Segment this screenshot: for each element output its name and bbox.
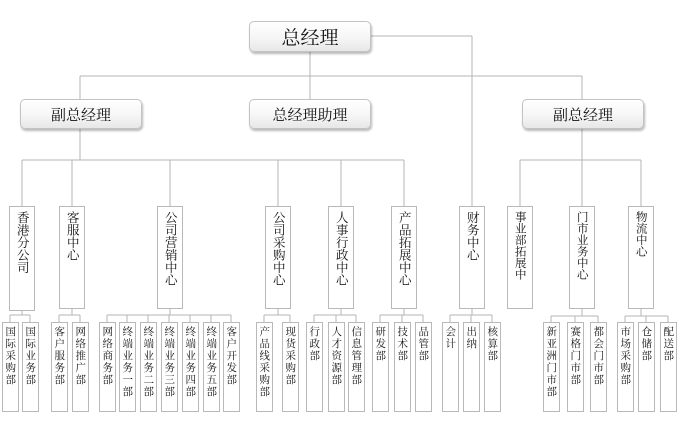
center-box-6 [391, 206, 417, 309]
department-label: 网络商务部 [101, 326, 114, 386]
department-box-8 [161, 322, 178, 412]
department-label: 产品线采购部 [258, 326, 271, 398]
department-label: 终端业务一部 [121, 326, 134, 398]
center-label: 公司采购中心 [271, 211, 287, 286]
department-box-12 [256, 322, 273, 412]
center-box-4 [265, 206, 291, 309]
department-label: 赛格门市部 [569, 326, 582, 386]
center-label: 产品拓展中心 [397, 211, 413, 286]
department-label: 客户服务部 [53, 326, 66, 386]
department-box-9 [182, 322, 199, 412]
center-label: 公司营销中心 [163, 211, 179, 286]
department-box-11 [223, 322, 240, 412]
center-label: 事业部拓展中 [513, 211, 528, 280]
center-label: 香港分公司 [15, 211, 31, 274]
department-box-2 [22, 322, 39, 412]
center-box-5 [328, 206, 354, 309]
center-box-2 [59, 206, 85, 309]
department-box-5 [99, 322, 116, 412]
department-label: 信息管理部 [350, 326, 363, 386]
general-manager-label: 总经理 [281, 27, 339, 49]
center-label: 客服中心 [65, 211, 81, 261]
department-box-28 [660, 322, 677, 412]
department-label: 市场采购部 [619, 326, 632, 386]
department-label: 配送部 [662, 326, 675, 362]
department-label: 都会门市部 [592, 326, 605, 386]
department-box-20 [442, 322, 459, 412]
center-box-10 [628, 206, 654, 309]
department-label: 终端业务五部 [205, 326, 218, 398]
vice-general-manager-left-box [20, 99, 142, 129]
department-label: 国际业务部 [24, 326, 37, 386]
department-box-18 [394, 322, 411, 412]
department-box-22 [484, 322, 501, 412]
department-box-19 [415, 322, 432, 412]
center-label: 门市业务中心 [575, 211, 590, 280]
center-box-7 [459, 206, 485, 309]
department-box-17 [372, 322, 389, 412]
center-box-9 [569, 206, 595, 309]
department-label: 研发部 [374, 326, 387, 362]
assistant-general-manager-box [249, 99, 371, 129]
center-label: 人事行政中心 [334, 211, 350, 286]
department-label: 客户开发部 [225, 326, 238, 386]
department-box-3 [51, 322, 68, 412]
department-box-25 [590, 322, 607, 412]
department-box-4 [72, 322, 89, 412]
department-box-21 [463, 322, 480, 412]
department-label: 仓储部 [640, 326, 653, 362]
department-label: 核算部 [486, 326, 499, 362]
vice-general-manager-right-box [522, 99, 644, 129]
department-label: 出纳 [465, 326, 478, 350]
center-box-1 [9, 206, 35, 311]
general-manager-box [249, 21, 371, 52]
department-box-16 [348, 322, 365, 412]
department-box-7 [140, 322, 157, 412]
center-label: 物流中心 [634, 211, 649, 257]
center-box-3 [157, 206, 183, 309]
department-box-24 [567, 322, 584, 412]
department-label: 终端业务四部 [184, 326, 197, 398]
department-label: 技术部 [396, 326, 409, 362]
assistant-general-manager-label: 总经理助理 [272, 105, 348, 124]
department-box-23 [543, 322, 560, 412]
center-box-8 [507, 206, 533, 309]
department-label: 网络推广部 [74, 326, 87, 386]
department-box-15 [328, 322, 345, 412]
department-label: 新亚洲门市部 [545, 326, 558, 398]
department-box-26 [617, 322, 634, 412]
department-box-13 [282, 322, 299, 412]
department-label: 终端业务三部 [163, 326, 176, 398]
department-label: 会计 [444, 326, 457, 350]
center-label: 财务中心 [465, 211, 481, 261]
department-label: 终端业务二部 [142, 326, 155, 398]
department-label: 行政部 [308, 326, 321, 362]
department-box-6 [119, 322, 136, 412]
department-box-27 [638, 322, 655, 412]
department-box-10 [203, 322, 220, 412]
vice-general-manager-right-label: 副总经理 [552, 105, 613, 124]
department-box-1 [2, 322, 19, 412]
vice-general-manager-left-label: 副总经理 [50, 105, 111, 124]
department-label: 现货采购部 [284, 326, 297, 386]
department-label: 品管部 [417, 326, 430, 362]
department-box-14 [306, 322, 323, 412]
department-label: 国际采购部 [4, 326, 17, 386]
department-label: 人才资源部 [330, 326, 343, 386]
